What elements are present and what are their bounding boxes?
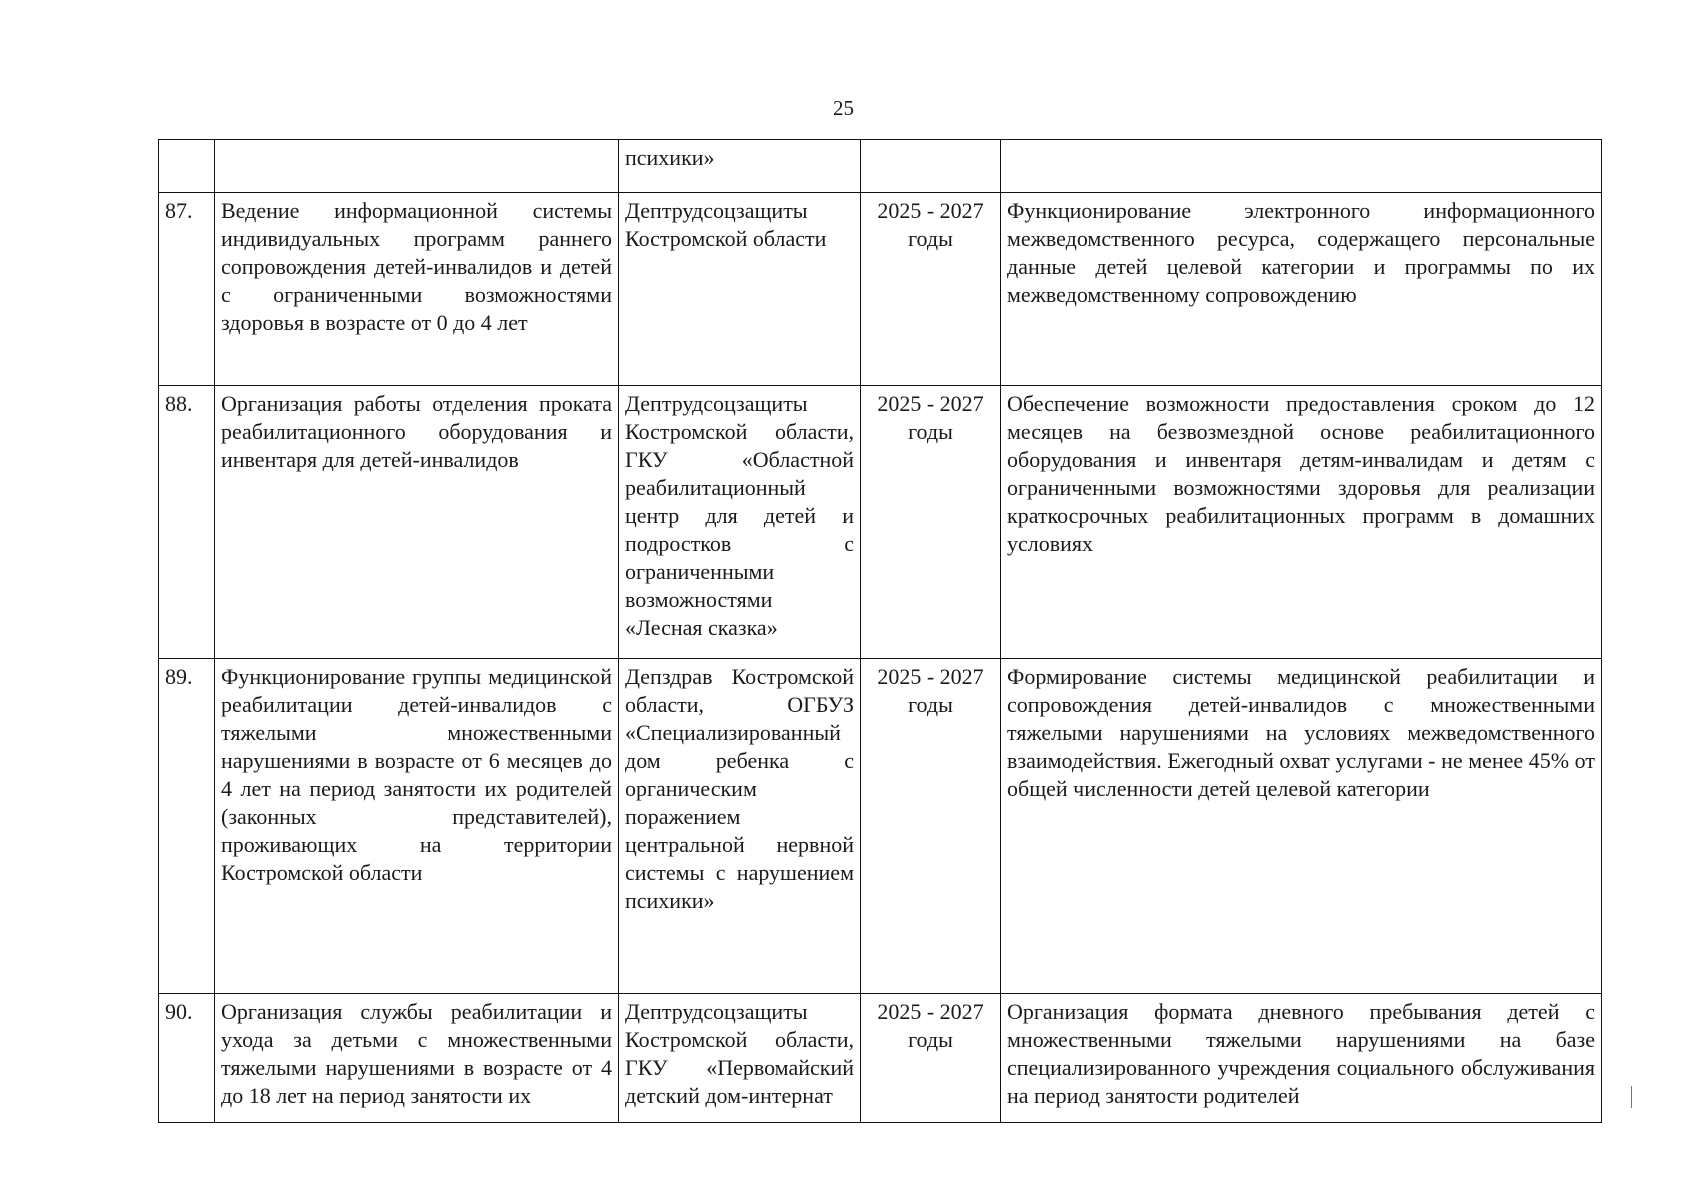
table-row-continuation	[159, 140, 1602, 193]
table-row	[159, 386, 1602, 659]
cell-result	[1001, 193, 1602, 386]
cell-num	[159, 140, 215, 193]
table-row	[159, 659, 1602, 994]
cell-num: 89.	[159, 659, 215, 994]
cell-result	[1001, 140, 1602, 193]
cell-result	[1001, 386, 1602, 659]
cell-period	[861, 994, 1001, 1123]
result-text: Функционирование электронного информационного межведомственного ресурса, содержащего персональные данные детей целевой категории и программы по их межведомственному сопровождению	[1007, 198, 1595, 307]
cell-num: 88.	[159, 386, 215, 659]
cell-executor	[619, 994, 861, 1123]
cell-executor: психики»	[619, 140, 861, 193]
cell-activity	[215, 193, 619, 386]
cell-num: 90.	[159, 994, 215, 1123]
activity-text: Ведение информационной системы индивидуальных программ раннего сопровождения детей-инвалидов и детей с ограниченными возможностями здоровья в возрасте от 0 до 4 лет	[221, 198, 612, 335]
cell-executor	[619, 386, 861, 659]
period-text: 2025 - 2027 годы	[877, 198, 984, 251]
cell-period	[861, 193, 1001, 386]
period-text: 2025 - 2027 годы	[877, 391, 984, 444]
measures-table	[158, 139, 1602, 1123]
activity-text: Организация службы реабилитации и ухода за детьми с множественными тяжелыми нарушениями в возрасте от 4 до 18 лет на период занятости их	[221, 999, 612, 1108]
table-row	[159, 994, 1602, 1123]
period-text: 2025 - 2027 годы	[877, 999, 984, 1052]
cell-period	[861, 386, 1001, 659]
executor-text: Депздрав Костромской области, ОГБУЗ «Специализированный дом ребенка с органическим поражением центральной нервной системы с нарушением психики»	[625, 664, 854, 913]
cell-activity	[215, 994, 619, 1123]
result-text: Формирование системы медицинской реабилитации и сопровождения детей-инвалидов с множественными тяжелыми нарушениями на условиях межведомственного взаимодействия. Ежегодный охват услугами - не менее 45% от общей численности детей целевой категории	[1007, 664, 1595, 801]
executor-text: Дептрудсоцзащиты Костромской области, ГКУ «Областной реабилитационный центр для детей и подростков с ограниченными возможностями «Лесная сказка»	[625, 391, 854, 640]
cell-result	[1001, 659, 1602, 994]
cell-activity	[215, 659, 619, 994]
activity-text: Функционирование группы медицинской реабилитации детей-инвалидов с тяжелыми множественными нарушениями в возрасте от 6 месяцев до 4 лет на период занятости их родителей (законных представителей), проживающих на территории Костромской области	[221, 664, 612, 885]
cell-num: 87.	[159, 193, 215, 386]
cell-executor	[619, 193, 861, 386]
result-text: Обеспечение возможности предоставления сроком до 12 месяцев на безвозмездной основе реабилитационного оборудования и инвентаря детям-инвалидам и детям с ограниченными возможностями здоровья для реализации краткосрочных реабилитационных программ в домашних условиях	[1007, 391, 1595, 556]
cell-result	[1001, 994, 1602, 1123]
page-number: 25	[833, 96, 854, 120]
executor-text: Дептрудсоцзащиты Костромской области	[625, 198, 827, 251]
cell-executor	[619, 659, 861, 994]
cell-period	[861, 140, 1001, 193]
scan-mark	[1631, 1086, 1632, 1108]
result-text: Организация формата дневного пребывания детей с множественными тяжелыми нарушениями на базе специализированного учреждения социального обслуживания на период занятости родителей	[1007, 999, 1595, 1108]
executor-text: Дептрудсоцзащиты Костромской области, ГКУ «Первомайский детский дом-интернат	[625, 999, 854, 1108]
table-row	[159, 193, 1602, 386]
cell-activity	[215, 386, 619, 659]
activity-text: Организация работы отделения проката реабилитационного оборудования и инвентаря для детей-инвалидов	[221, 391, 612, 472]
cell-activity	[215, 140, 619, 193]
cell-period	[861, 659, 1001, 994]
period-text: 2025 - 2027 годы	[877, 664, 984, 717]
